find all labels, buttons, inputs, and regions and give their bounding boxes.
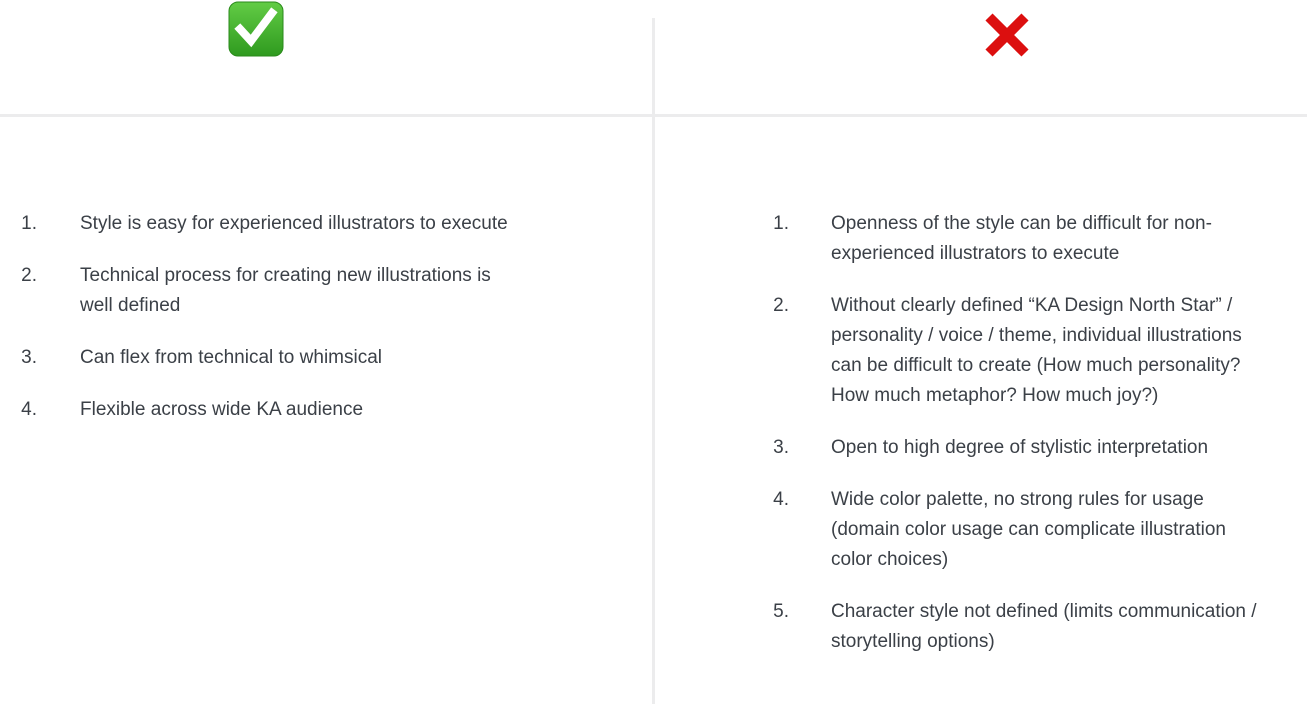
item-text: Style is easy for experienced illustrators to execute	[80, 213, 508, 234]
item-number: 2.	[773, 295, 789, 316]
item-text: Can flex from technical to whimsical	[80, 347, 382, 368]
item-number: 1.	[773, 213, 789, 234]
header-divider	[0, 114, 1307, 117]
list-item	[655, 597, 1307, 657]
item-text: Technical process for creating new illustrations is well defined	[80, 265, 491, 316]
item-text: Wide color palette, no strong rules for usage (domain color usage can complicate illustration color choices)	[831, 489, 1226, 570]
cross-mark-icon	[983, 11, 1031, 59]
list-item	[655, 433, 1307, 463]
pros-list	[0, 209, 652, 447]
item-number: 2.	[21, 265, 37, 286]
item-number: 1.	[21, 213, 37, 234]
list-item	[655, 291, 1307, 411]
item-number: 5.	[773, 601, 789, 622]
item-number: 4.	[773, 489, 789, 510]
item-text: Open to high degree of stylistic interpretation	[831, 437, 1209, 458]
list-item	[0, 343, 652, 373]
item-text: Without clearly defined “KA Design North Star” / personality / voice / theme, individual illustrations can be difficult to create (How much personality? How much metaphor? How much joy?)	[831, 295, 1242, 406]
list-item	[0, 209, 652, 239]
item-text: Flexible across wide KA audience	[80, 399, 364, 420]
list-item	[0, 395, 652, 425]
item-text: Character style not defined (limits communication / storytelling options)	[831, 601, 1257, 652]
check-mark-button-icon	[228, 1, 284, 57]
cons-list	[655, 209, 1307, 679]
list-item	[0, 261, 652, 321]
list-item	[655, 209, 1307, 269]
list-item	[655, 485, 1307, 575]
item-number: 3.	[21, 347, 37, 368]
item-number: 3.	[773, 437, 789, 458]
item-number: 4.	[21, 399, 37, 420]
item-text: Openness of the style can be difficult for non-experienced illustrators to execute	[831, 213, 1212, 264]
